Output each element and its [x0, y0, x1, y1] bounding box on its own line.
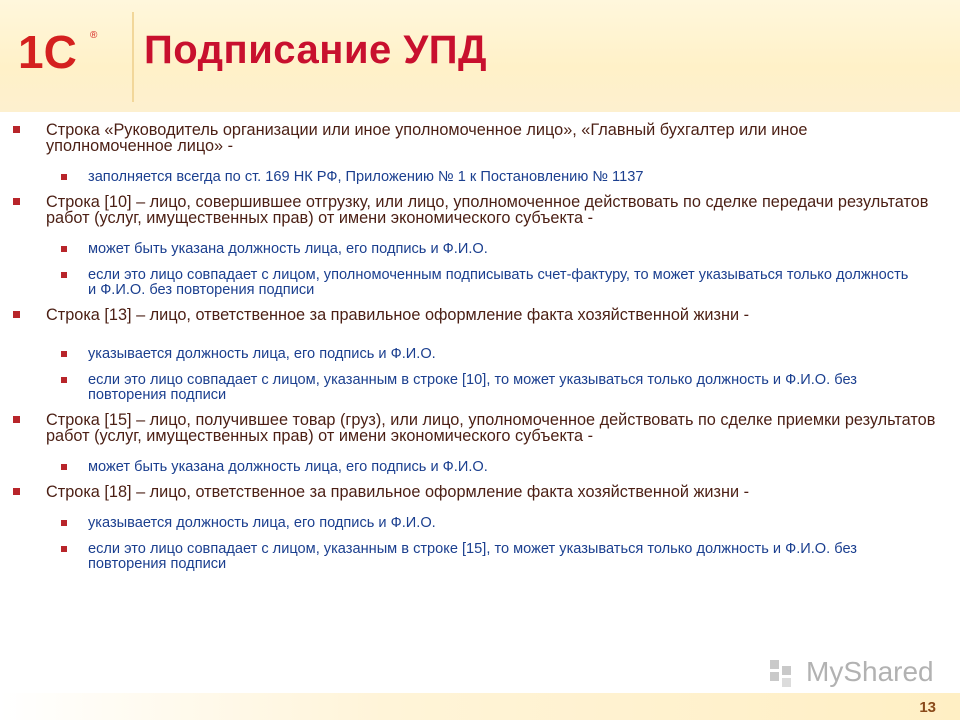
bullet-text: Строка «Руководитель организации или иное уполномоченное лицо», «Главный бухгалтер или иное уполномоченное лицо» - [46, 121, 808, 155]
page-number: 13 [919, 699, 936, 716]
bullet-item [46, 194, 938, 226]
sub-bullet-item [88, 347, 920, 362]
watermark-text: MyShared [806, 656, 934, 687]
bullet-text: может быть указана должность лица, его подпись и Ф.И.О. [88, 459, 488, 475]
bullet-list [0, 122, 960, 572]
logo-text: 1С [18, 26, 77, 78]
bullet-text: Строка [10] – лицо, совершившее отгрузку, или лицо, уполномоченное действовать по сделке передачи результатов работ (услуг, имущественных прав) от имени экономического субъекта - [46, 193, 929, 227]
square-bullet-icon [61, 464, 67, 470]
svg-text:®: ® [90, 30, 98, 41]
bullet-item [46, 484, 938, 500]
bullet-item [46, 122, 938, 154]
square-bullet-icon [13, 311, 20, 318]
bullet-text: Строка [18] – лицо, ответственное за правильное оформление факта хозяйственной жизни - [46, 483, 749, 501]
sub-bullet-item [88, 542, 920, 572]
sub-bullet-item [88, 170, 920, 185]
bullet-text: может быть указана должность лица, его подпись и Ф.И.О. [88, 241, 488, 257]
header-divider [132, 12, 134, 102]
square-bullet-icon [61, 377, 67, 383]
page-title: Подписание УПД [144, 28, 488, 72]
bullet-text: указывается должность лица, его подпись и Ф.И.О. [88, 515, 436, 531]
bullet-text: указывается должность лица, его подпись и Ф.И.О. [88, 346, 436, 362]
logo-1c-icon [14, 22, 114, 82]
sub-bullet-item [88, 268, 920, 298]
square-bullet-icon [13, 126, 20, 133]
square-bullet-icon [13, 198, 20, 205]
watermark [766, 654, 936, 692]
square-bullet-icon [61, 246, 67, 252]
square-bullet-icon [13, 416, 20, 423]
bullet-item [46, 412, 938, 444]
sub-bullet-item [88, 373, 920, 403]
sub-bullet-item [88, 242, 920, 257]
bullet-text: Строка [13] – лицо, ответственное за правильное оформление факта хозяйственной жизни - [46, 306, 749, 324]
sub-bullet-item [88, 516, 920, 531]
watermark-icon [766, 654, 802, 690]
bullet-text: если это лицо совпадает с лицом, указанным в строке [15], то может указываться только должность и Ф.И.О. без повторения подписи [88, 541, 857, 572]
square-bullet-icon [61, 546, 67, 552]
bullet-item [46, 307, 938, 323]
square-bullet-icon [13, 488, 20, 495]
square-bullet-icon [61, 351, 67, 357]
bullet-text: заполняется всегда по ст. 169 НК РФ, Приложению № 1 к Постановлению № 1137 [88, 169, 644, 185]
slide-header [0, 0, 960, 112]
bullet-text: если это лицо совпадает с лицом, уполномоченным подписывать счет-фактуру, то может указываться только должность и Ф.И.О. без повторения подписи [88, 267, 909, 298]
square-bullet-icon [61, 520, 67, 526]
square-bullet-icon [61, 174, 67, 180]
bullet-text: Строка [15] – лицо, получившее товар (груз), или лицо, уполномоченное действовать по сделке приемки результатов работ (услуг, имущественных прав) от имени экономического субъекта - [46, 411, 936, 445]
sub-bullet-item [88, 460, 920, 475]
slide-footer [0, 693, 960, 720]
bullet-text: если это лицо совпадает с лицом, указанным в строке [10], то может указываться только должность и Ф.И.О. без повторения подписи [88, 372, 857, 403]
square-bullet-icon [61, 272, 67, 278]
